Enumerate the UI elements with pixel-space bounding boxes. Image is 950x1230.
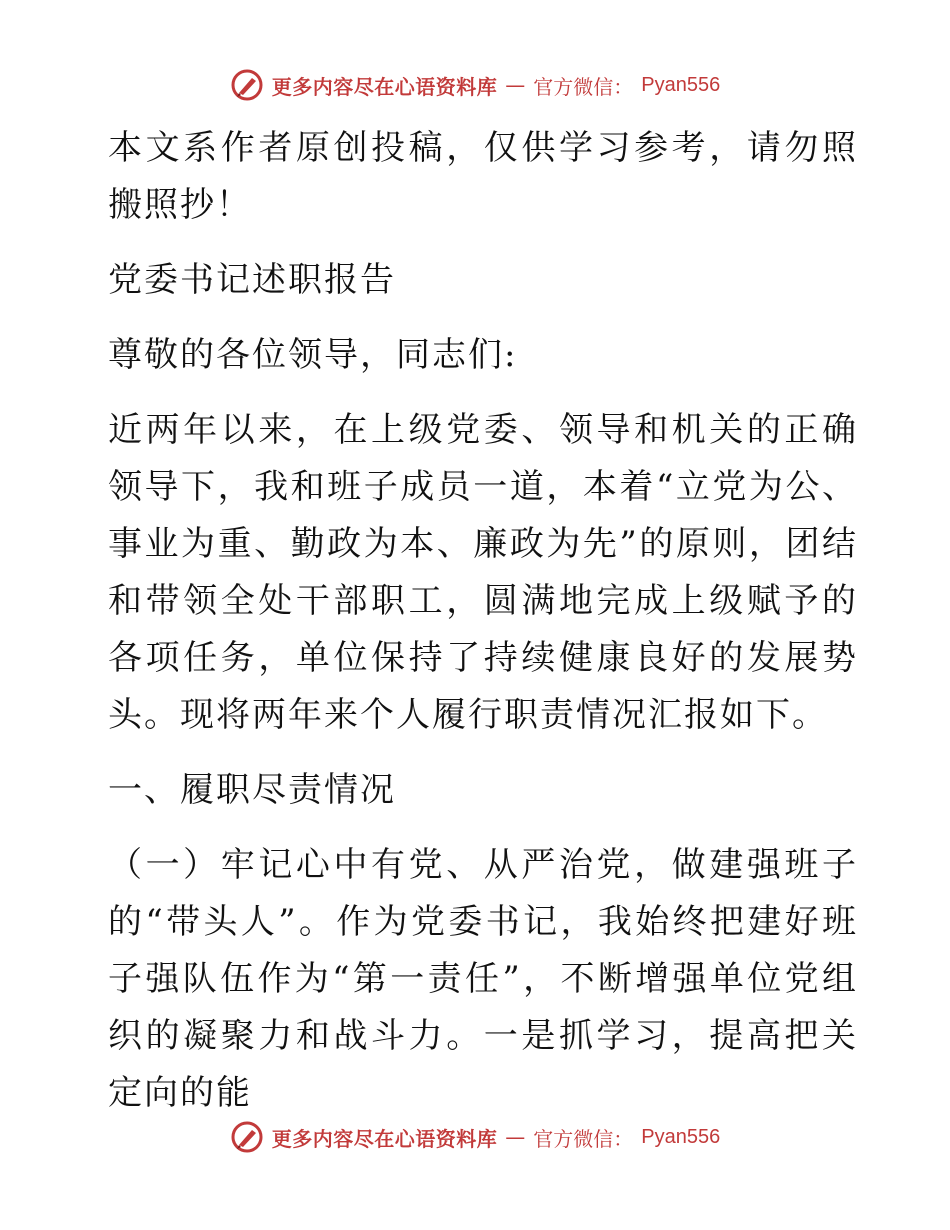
- intro-paragraph: 近两年以来，在上级党委、领导和机关的正确领导下，我和班子成员一道，本着“立党为公、事业为重、勤政为本、廉政为先”的原则，团结和带领全处干部职工，圆满地完成上级赋予的各项任务，单位保持了持续健康良好的发展势头。现将两年来个人履行职责情况汇报如下。: [108, 410, 858, 735]
- watermark-site-text: 更多内容尽在心语资料库: [271, 74, 498, 99]
- section-heading-1: 一、履职尽责情况: [108, 770, 396, 810]
- greeting: 尊敬的各位领导，同志们:: [108, 335, 518, 375]
- watermark-dash: —: [505, 1125, 526, 1149]
- document-title: 党委书记述职报告: [108, 260, 396, 300]
- copyright-notice: 本文系作者原创投稿，仅供学习参考，请勿照搬照抄！: [108, 128, 858, 225]
- pen-logo-icon: [230, 1120, 264, 1154]
- document-body: [98, 120, 858, 1140]
- pen-logo-icon: [230, 68, 264, 102]
- watermark-contact-id: Pyan556: [641, 73, 721, 96]
- watermark-contact-label: 官方微信：: [533, 74, 634, 99]
- watermark-contact-label: 官方微信：: [533, 1126, 634, 1151]
- watermark-dash: —: [505, 73, 526, 97]
- subsection-1-paragraph: （一）牢记心中有党、从严治党，做建强班子的“带头人”。作为党委书记，我始终把建好班子强队伍作为“第一责任”，不断增强单位党组织的凝聚力和战斗力。一是抓学习，提高把关定向的能: [108, 845, 858, 1113]
- header-watermark: [0, 68, 950, 102]
- watermark-site-text: 更多内容尽在心语资料库: [271, 1126, 498, 1151]
- watermark-contact-id: Pyan556: [641, 1125, 721, 1148]
- footer-watermark: [0, 1120, 950, 1154]
